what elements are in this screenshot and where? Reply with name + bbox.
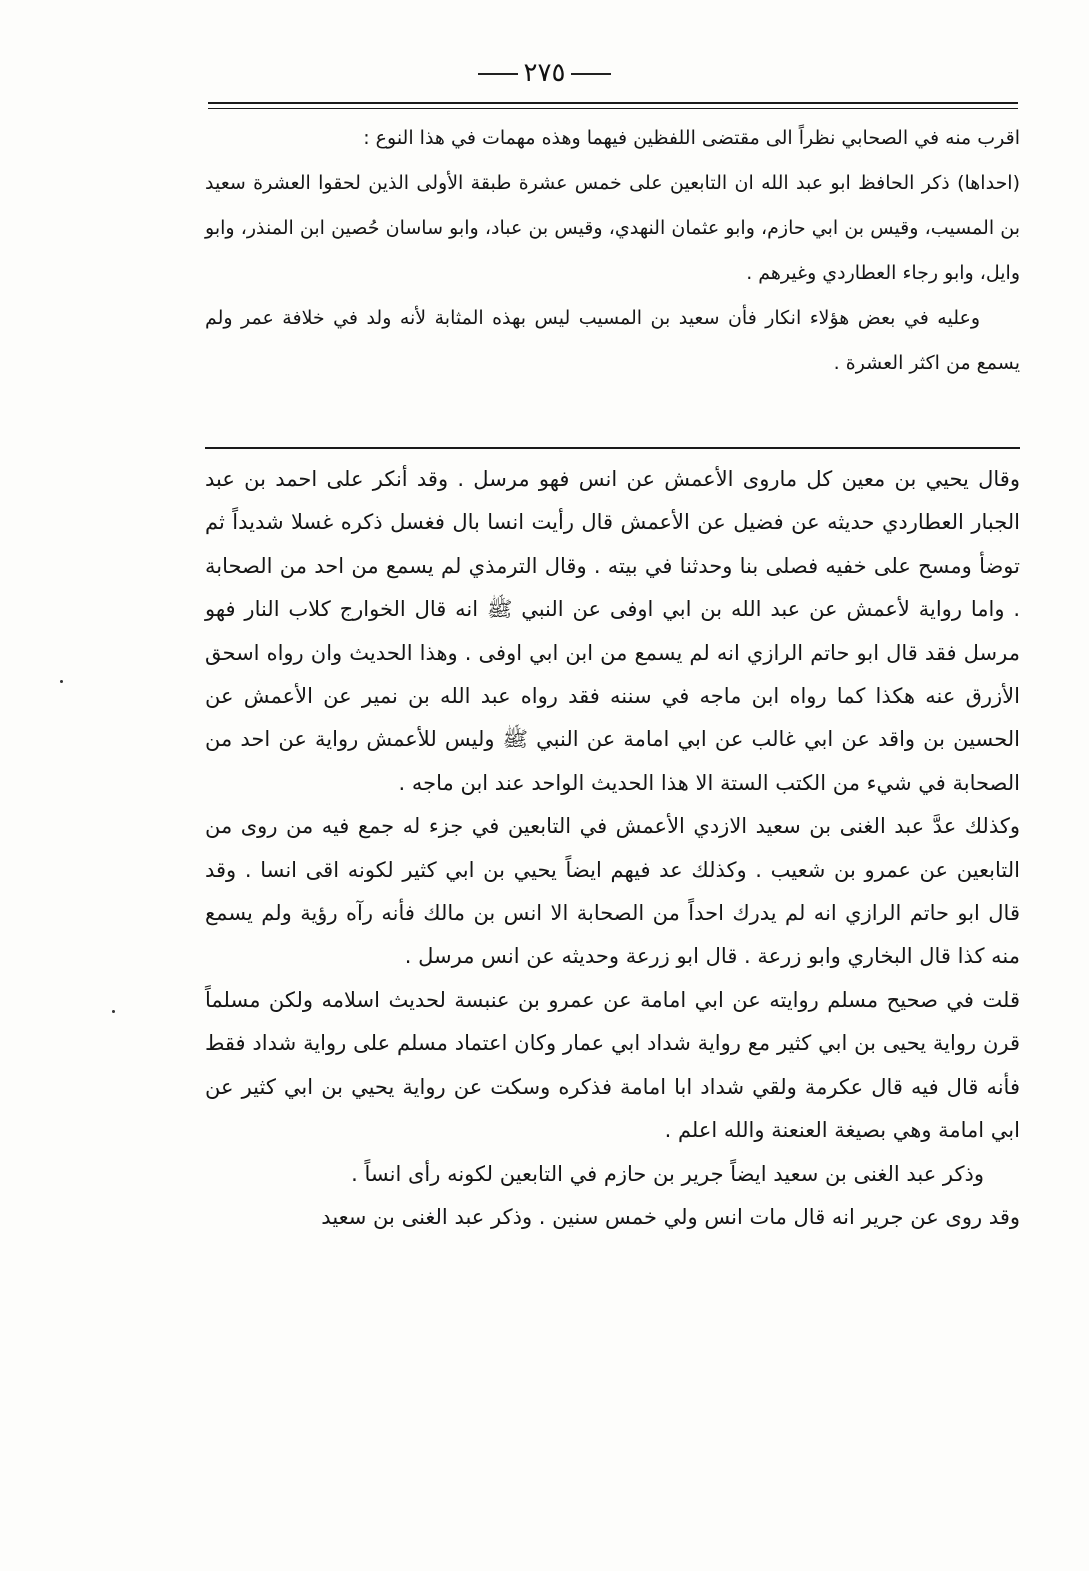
header-rule-thin bbox=[208, 108, 1018, 109]
lower-paragraph: وذكر عبد الغنى بن سعيد ايضاً جرير بن حازم في التابعين لكونه رأى انساً . bbox=[351, 1161, 984, 1186]
lower-text-block bbox=[205, 458, 1020, 1239]
section-divider bbox=[205, 447, 1020, 449]
upper-paragraph: وعليه في بعض هؤلاء انكار فأن سعيد بن المسيب ليس بهذه المثابة لأنه ولد في خلافة عمر ولم يسمع من اكثر العشرة . bbox=[205, 307, 1020, 374]
scan-speck bbox=[112, 1010, 115, 1013]
lower-paragraph: وكذلك عدَّ عبد الغنى بن سعيد الازدي الأعمش في التابعين في جزء له جمع فيه من روى من التابعين عن عمرو بن شعيب . وكذلك عد فيهم ايضاً يحيي بن ابي كثير لكونه اقى انسا . وقد قال ابو حاتم الرازي انه لم يدرك احداً من الصحابة الا انس بن مالك فأنه رآه رؤية ولم يسمع منه كذا قال البخاري وابو زرعة . قال ابو زرعة وحديثه عن انس مرسل . bbox=[205, 814, 1020, 969]
scan-speck bbox=[60, 680, 63, 683]
right-dash bbox=[571, 73, 611, 75]
lower-paragraph: وقد روى عن جرير انه قال مات انس ولي خمس سنين . وذكر عبد الغنى بن سعيد bbox=[321, 1204, 1020, 1229]
upper-paragraph: (احداها) ذكر الحافظ ابو عبد الله ان التابعين على خمس عشرة طبقة الأولى الذين لحقوا العشرة سعيد بن المسيب، وقيس بن ابي حازم، وابو عثمان النهدي، وقيس بن عباد، وابو ساسان حُصين ابن المنذر، وابو وايل، وابو رجاء العطاردي وغيرهم . bbox=[205, 172, 1020, 284]
left-dash bbox=[478, 73, 518, 75]
header-rule-thick bbox=[208, 102, 1018, 104]
page-number-header bbox=[0, 58, 1089, 88]
upper-paragraph: اقرب منه في الصحابي نظراً الى مقتضى اللفظين فيهما وهذه مهمات في هذا النوع : bbox=[363, 127, 1020, 149]
lower-paragraph: قلت في صحيح مسلم روايته عن ابي امامة عن عمرو بن عنبسة لحديث اسلامه ولكن مسلماً قرن رواية يحيى بن ابي كثير مع رواية شداد ابي عمار وكان اعتماد مسلم على رواية شداد فقط فأنه قال فيه قال عكرمة ولقي شداد ابا امامة فذكره وسكت عن رواية يحيي بن ابي كثير عن ابي امامة وهي بصيغة العنعنة والله اعلم . bbox=[205, 987, 1020, 1143]
lower-paragraph: وقال يحيي بن معين كل ماروى الأعمش عن انس فهو مرسل . وقد أنكر على احمد بن عبد الجبار العطاردي حديثه عن فضيل عن الأعمش قال رأيت انسا بال فغسل ذكره غسلا شديداً ثم توضأ ومسح على خفيه فصلى بنا وحدثنا في بيته . وقال الترمذي لم يسمع من احد من الصحابة . واما رواية لأعمش عن عبد الله بن ابي اوفى عن النبي ﷺ انه قال الخوارج كلاب النار فهو مرسل فقد قال ابو حاتم الرازي انه لم يسمع من ابن ابي اوفى . وهذا الحديث وان رواه اسحق الأزرق عنه هكذا كما رواه ابن ماجه في سننه فقد رواه عبد الله بن نمير عن الأعمش عن الحسين بن واقد عن ابي غالب عن ابي امامة عن النبي ﷺ وليس للأعمش رواية عن احد من الصحابة في شيء من الكتب الستة الا هذا الحديث الواحد عند ابن ماجه . bbox=[205, 467, 1020, 795]
upper-text-block bbox=[205, 116, 1020, 386]
page-number: ٢٧٥ bbox=[523, 58, 566, 88]
